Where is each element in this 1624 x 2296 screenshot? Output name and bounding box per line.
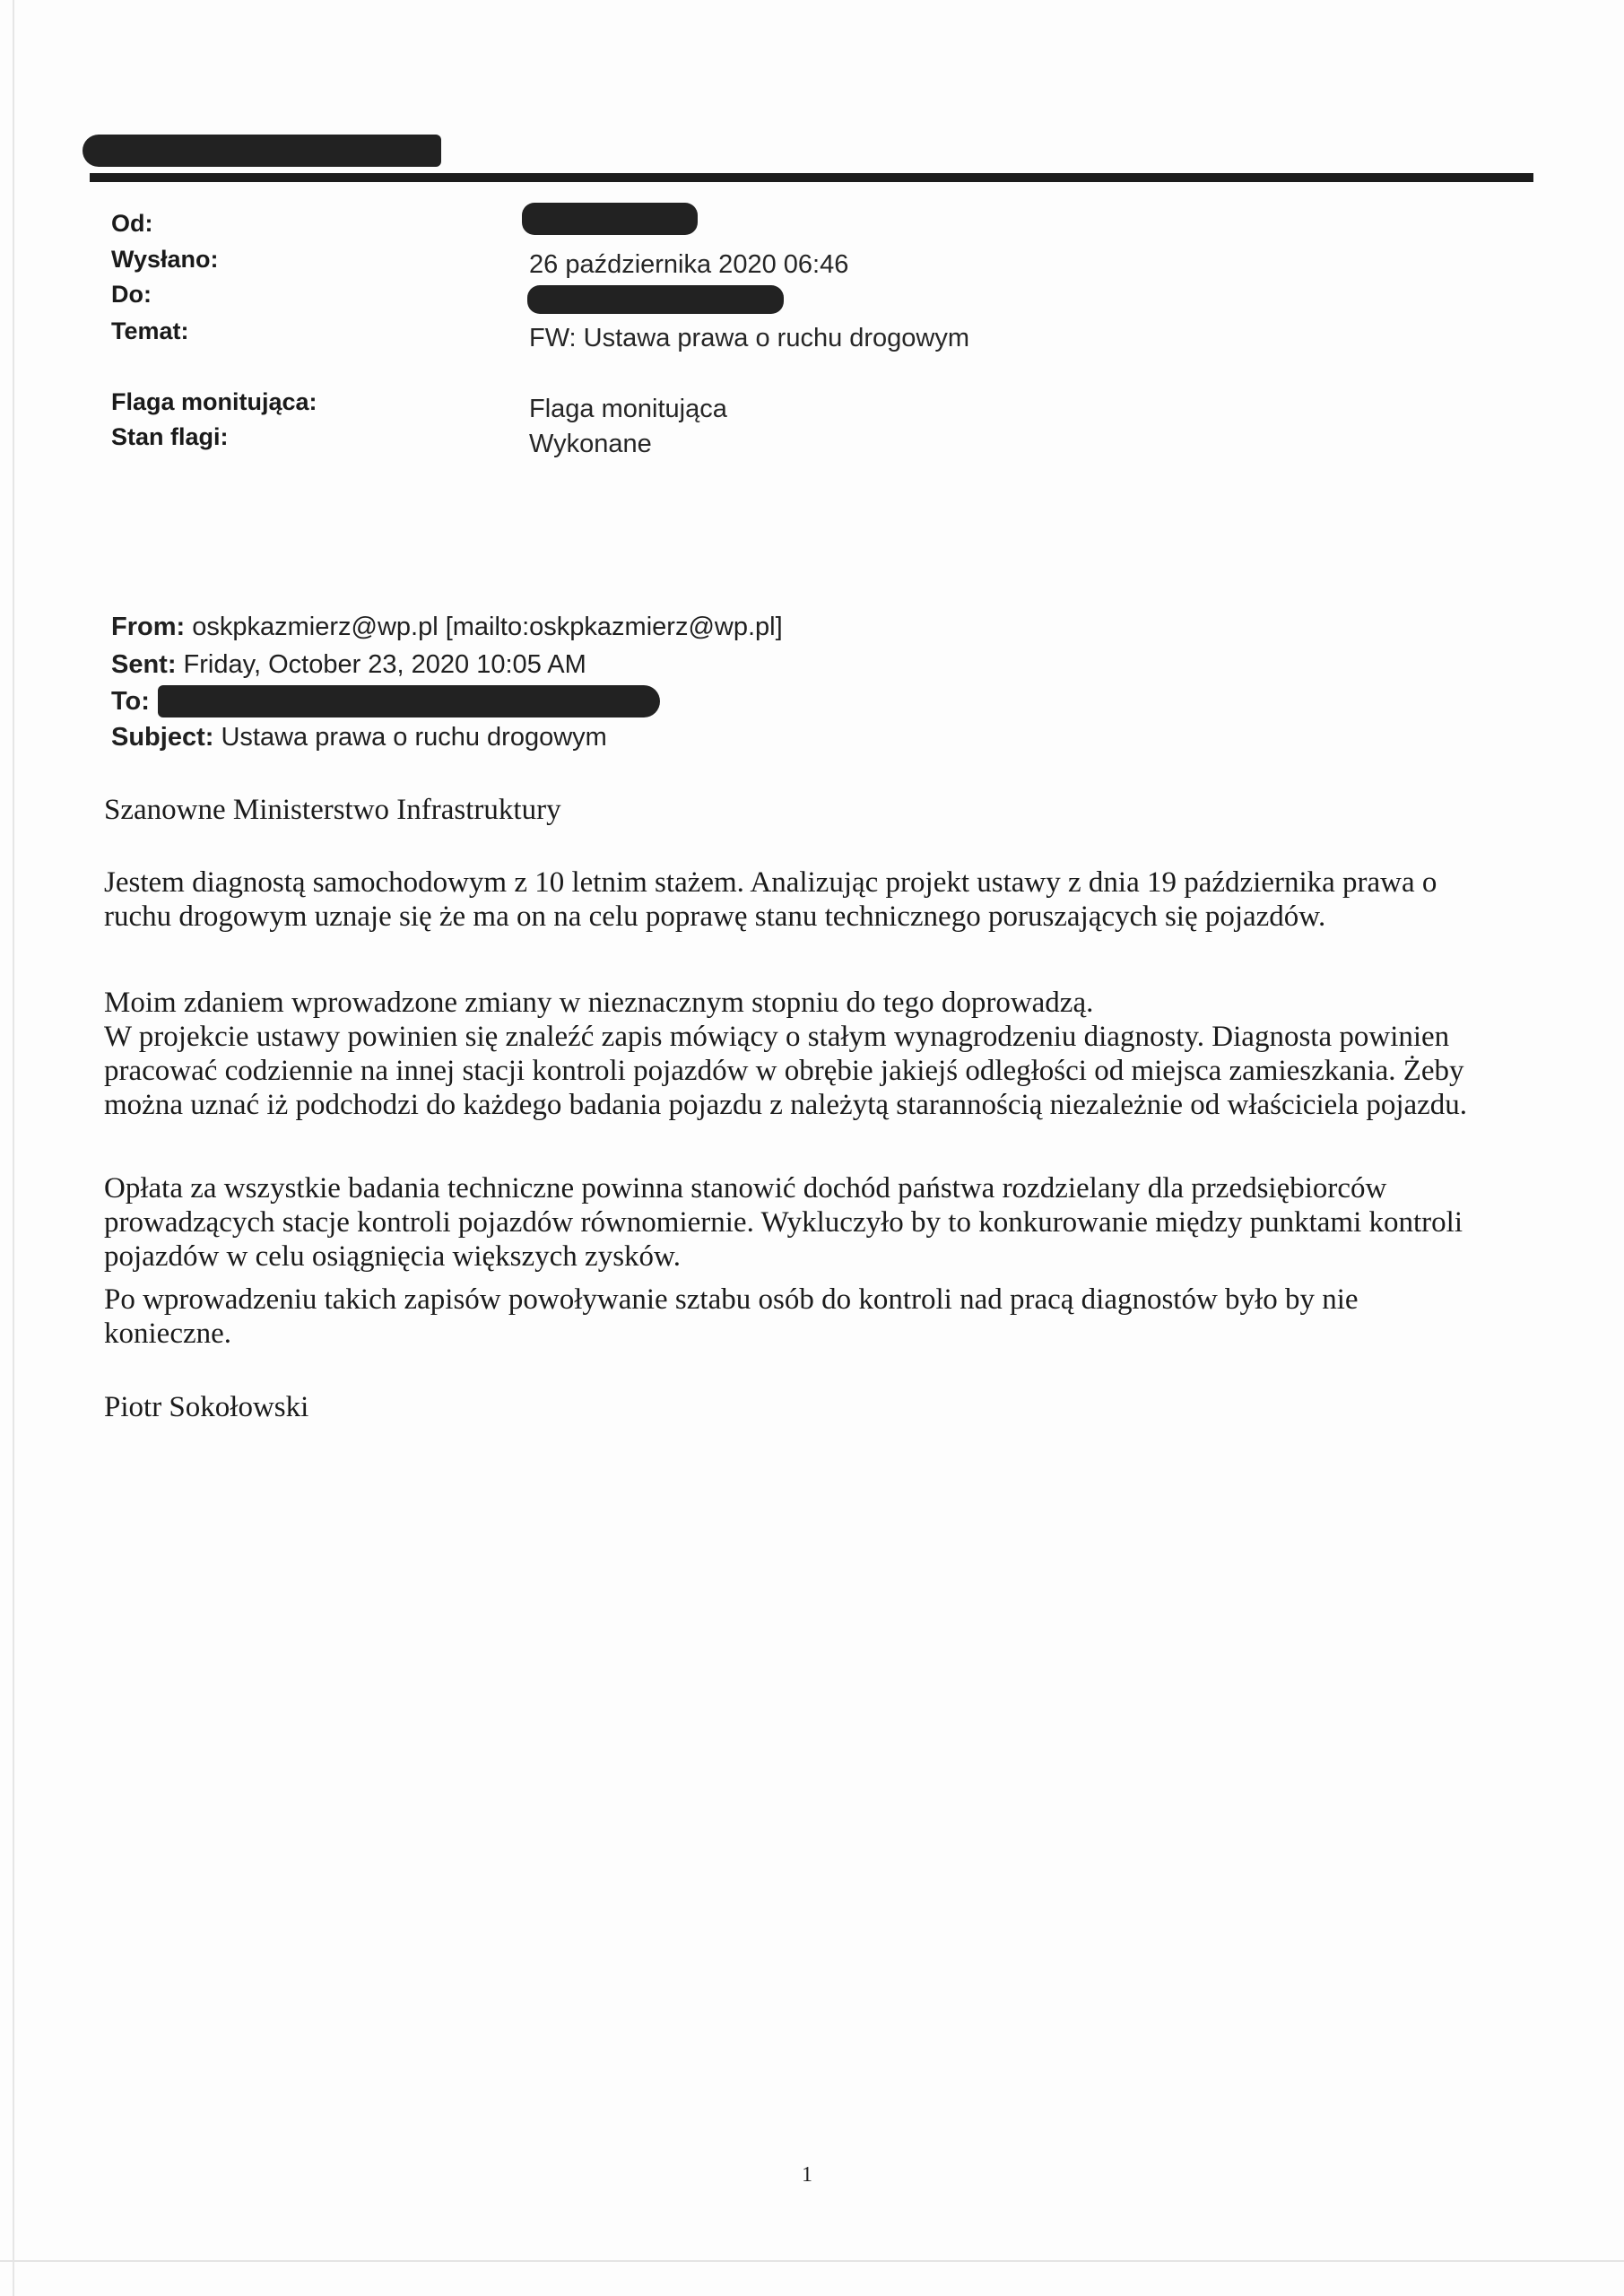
- body-paragraph-3: W projekcie ustawy powinien się znaleźć zapis mówiący o stałym wynagrodzeniu diagnosty. Diagnosta powinien pracować codziennie na innej stacji kontroli pojazdów w obrębie jakiejś odległości od miejsca zamieszkania. Żeby można uznać iż podchodzi do każdego badania pojazdu z należytą starannością niezależnie od właściciela pojazdu.: [104, 1021, 1468, 1121]
- value-sent: 26 października 2020 06:46: [529, 250, 849, 279]
- header-rule: [90, 173, 1533, 182]
- page-number: 1: [802, 2163, 812, 2187]
- value-flag-status: Wykonane: [529, 430, 652, 458]
- fwd-subject-label: Subject:: [111, 723, 214, 752]
- salutation: Szanowne Ministerstwo Infrastruktury: [104, 794, 561, 826]
- body-paragraph-2: Moim zdaniem wprowadzone zmiany w nieznacznym stopniu do tego doprowadzą.: [104, 987, 1094, 1019]
- label-flag: Flaga monitująca:: [111, 388, 317, 415]
- label-from: Od:: [111, 210, 153, 237]
- redacted-from-value: [522, 203, 698, 235]
- fwd-sent-value: Friday, October 23, 2020 10:05 AM: [176, 650, 586, 679]
- fwd-from-value: oskpkazmierz@wp.pl [mailto:oskpkazmierz@wp.pl]: [185, 613, 783, 641]
- body-paragraph-5: Po wprowadzeniu takich zapisów powoływanie sztabu osób do kontroli nad pracą diagnostów było by nie konieczne.: [104, 1283, 1359, 1350]
- body-paragraph-1: Jestem diagnostą samochodowym z 10 letnim stażem. Analizując projekt ustawy z dnia 19 października prawa o ruchu drogowym uznaje się że ma on na celu poprawę stanu technicznego poruszających się pojazdów.: [104, 866, 1437, 933]
- redacted-sender-name: [83, 135, 441, 167]
- fwd-from-label: From:: [111, 613, 186, 641]
- redacted-to-value: [527, 285, 784, 314]
- scan-edge-left: [13, 0, 14, 2296]
- fwd-subject: [111, 720, 607, 754]
- scan-edge-bottom: [0, 2260, 1624, 2262]
- value-flag: Flaga monitująca: [529, 395, 727, 423]
- fwd-from: [111, 610, 783, 644]
- value-subject: FW: Ustawa prawa o ruchu drogowym: [529, 324, 970, 352]
- body-paragraph-4: Opłata za wszystkie badania techniczne powinna stanowić dochód państwa rozdzielany dla przedsiębiorców prowadzących stacje kontroli pojazdów równomiernie. Wykluczyło by to konkurowanie między punktami kontroli pojazdów w celu osiągnięcia większych zysków.: [104, 1172, 1463, 1273]
- fwd-sent: [111, 648, 586, 682]
- fwd-to-label: To:: [111, 687, 150, 716]
- label-subject: Temat:: [111, 317, 189, 344]
- redacted-fwd-to-value: [158, 685, 660, 718]
- label-sent: Wysłano:: [111, 246, 219, 273]
- label-flag-status: Stan flagi:: [111, 423, 229, 450]
- fwd-subject-value: Ustawa prawa o ruchu drogowym: [213, 723, 607, 752]
- signature: Piotr Sokołowski: [104, 1391, 309, 1423]
- fwd-to: [111, 684, 150, 718]
- fwd-sent-label: Sent:: [111, 650, 177, 679]
- label-to: Do:: [111, 281, 152, 308]
